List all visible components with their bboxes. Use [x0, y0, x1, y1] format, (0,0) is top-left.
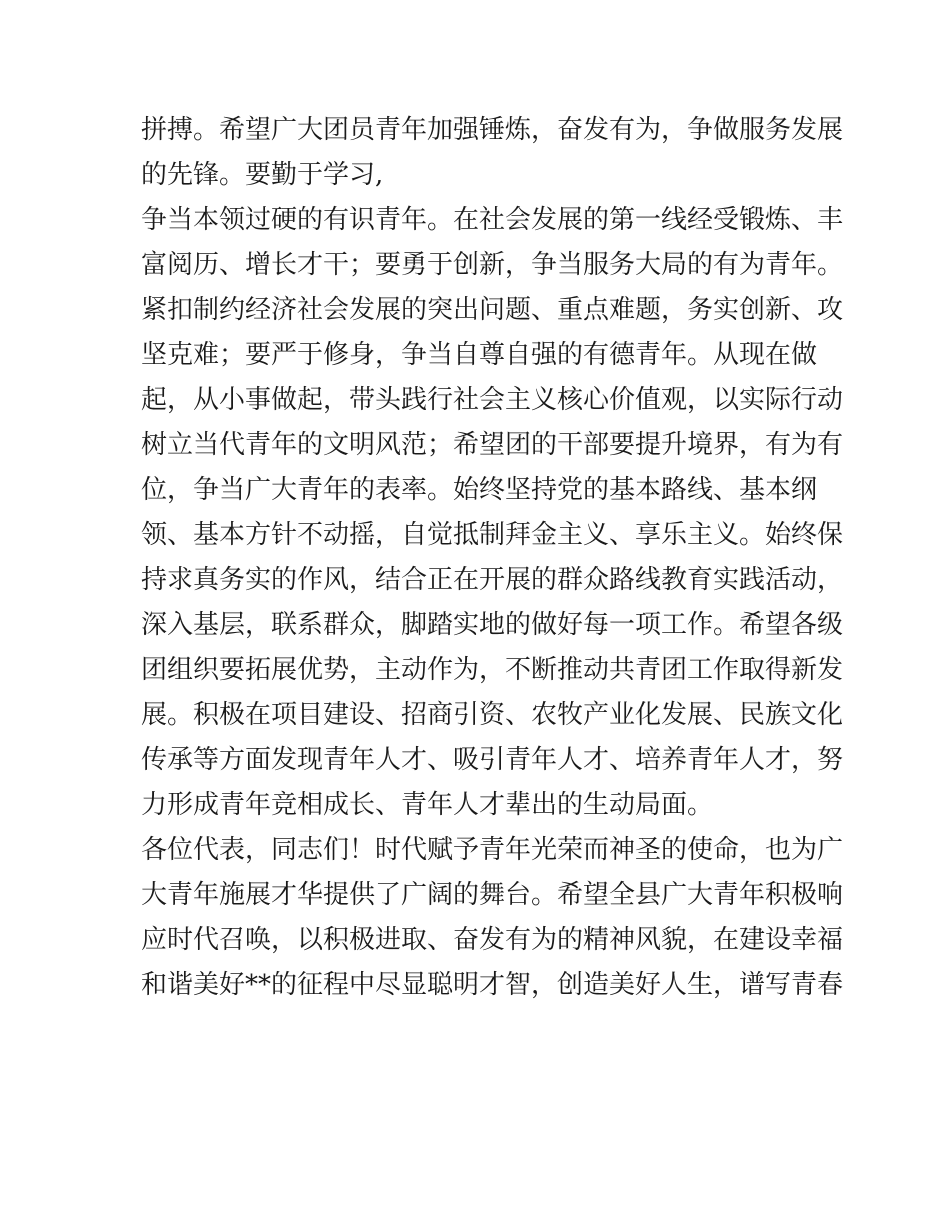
text-line-19: 应时代召唤，以积极进取、奋发有为的精神风貌，在建设幸福: [141, 925, 844, 955]
text-line-20: 和谐美好**的征程中尽显聪明才智，创造美好人生，谱写青春: [141, 970, 844, 1000]
text-line-8: 树立当代青年的文明风范；希望团的干部要提升境界，有为有: [141, 430, 844, 460]
text-line-1: 拼搏。希望广大团员青年加强锤炼，奋发有为，争做服务发展: [141, 115, 844, 145]
text-line-10: 领、基本方针不动摇，自觉抵制拜金主义、享乐主义。始终保: [141, 520, 844, 550]
text-line-12: 深入基层，联系群众，脚踏实地的做好每一项工作。希望各级: [141, 610, 844, 640]
text-line-14: 展。积极在项目建设、招商引资、农牧产业化发展、民族文化: [141, 700, 844, 730]
text-line-17: 各位代表，同志们！时代赋予青年光荣而神圣的使命，也为广: [141, 835, 844, 865]
text-line-16: 力形成青年竞相成长、青年人才辈出的生动局面。: [141, 790, 714, 820]
text-line-9: 位，争当广大青年的表率。始终坚持党的基本路线、基本纲: [141, 475, 818, 505]
text-line-4: 富阅历、增长才干；要勇于创新，争当服务大局的有为青年。: [141, 250, 844, 280]
text-line-15: 传承等方面发现青年人才、吸引青年人才、培养青年人才，努: [141, 745, 844, 775]
text-line-3: 争当本领过硬的有识青年。在社会发展的第一线经受锻炼、丰: [141, 205, 844, 235]
body-text: [141, 108, 844, 1008]
text-line-6: 坚克难；要严于修身，争当自尊自强的有德青年。从现在做: [141, 340, 818, 370]
text-line-7: 起，从小事做起，带头践行社会主义核心价值观，以实际行动: [141, 385, 844, 415]
text-line-11: 持求真务实的作风，结合正在开展的群众路线教育实践活动，: [141, 565, 844, 595]
text-line-13: 团组织要拓展优势，主动作为，不断推动共青团工作取得新发: [141, 655, 844, 685]
text-line-18: 大青年施展才华提供了广阔的舞台。希望全县广大青年积极响: [141, 880, 844, 910]
text-line-2: 的先锋。要勤于学习,: [141, 160, 384, 190]
text-line-5: 紧扣制约经济社会发展的突出问题、重点难题，务实创新、攻: [141, 295, 844, 325]
